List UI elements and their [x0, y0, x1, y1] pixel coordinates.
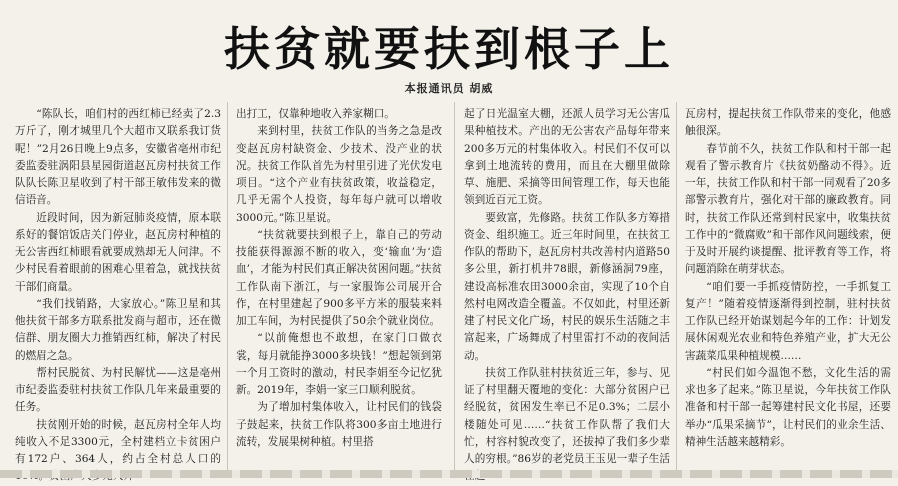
- column-divider: [676, 102, 677, 472]
- paragraph: “村民们如今温饱不愁，文化生活的需求也多了起来。”陈卫星说，今年扶贫工作队准备和村干部一起筹建村民文化书屋，还要举办“瓜果采摘节”，让村民们的业余生活、精神生活越来越精彩。: [685, 366, 891, 448]
- paragraph: 帮村民脱贫、为村民解忧——这是亳州市纪委监委驻村扶贫工作队几年来最重要的任务。: [15, 366, 221, 414]
- article-column-4: [685, 106, 891, 472]
- paragraph: 来到村里，扶贫工作队的当务之急是改变赵瓦房村缺资金、少技术、没产业的状况。扶贫工作队首先为村里引进了光伏发电项目。“这个产业有扶贫政策，收益稳定，几乎无需个人投资，每年每户就可以增收3000元。”陈卫星说。: [236, 125, 442, 224]
- paragraph: 出打工，仅靠种地收入养家糊口。: [236, 108, 395, 120]
- paragraph: 要致富，先修路。扶贫工作队多方筹措资金、组织施工。近三年时间里，在扶贫工作队的帮助下，赵瓦房村共改善村内道路50多公里，新打机井78眼，新修涵洞79座，建设高标准农田3000余亩，实现了10个自然村电网改造全覆盖。不仅如此，村里还新建了村民文化广场，村民的娱乐生活随之丰富起来，广场舞成了村里雷打不动的夜间活动。: [464, 211, 670, 362]
- article-column-2: [236, 106, 442, 472]
- paragraph: 扶贫工作队驻村扶贫近三年，参与、见证了村里翻天覆地的变化：大部分贫困户已经脱贫，贫困发生率已不足0.3%；二层小楼随处可见……“扶贫工作队帮了我们大忙，村容村貌改变了，还拔掉了我们多少辈人的穷根。”86岁的老党员王玉见一辈子生活: [464, 366, 670, 465]
- paragraph: 春节前不久，扶贫工作队和村干部一起观看了警示教育片《扶贫奶酪动不得》。近一年，扶贫工作队和村干部一同观看了20多部警示教育片，强化对干部的廉政教育。同时，扶贫工作队还常到村民家中，收集扶贫工作中的“微腐败”和干部作风问题线索，便于及时开展约谈提醒、批评教育等工作，将问题消除在萌芽状态。: [685, 142, 891, 276]
- column-divider: [454, 102, 455, 472]
- paragraph: 起了日光温室大棚，还派人员学习无公害瓜果种植技术。产出的无公害农产品每年带来200多万元的村集体收入。村民们不仅可以拿到土地流转的费用，而且在大棚里做除草、施肥、采摘等田间管理工作，每天也能领到近百元工资。: [464, 108, 670, 207]
- article-byline: 本报通讯员 胡威: [404, 82, 494, 95]
- paragraph: 为了增加村集体收入，让村民们的钱袋子鼓起来，扶贫工作队将300多亩土地进行流转，发展果树种植。村里搭: [236, 401, 442, 448]
- paragraph: 瓦房村，提起扶贫工作队带来的变化，他感触很深。: [685, 108, 891, 138]
- paragraph: “我们找销路，大家放心。”陈卫星和其他扶贫干部多方联系批发商与超市，还在微信群、朋友圈大力推销西红柿，解决了村民的燃眉之急。: [15, 297, 221, 362]
- article-column-1: [15, 106, 221, 472]
- article-headline: 扶贫就要扶到根子上: [224, 22, 674, 76]
- paragraph: “陈队长，咱们村的西红柿已经卖了2.3万斤了，刚才城里几个大超市又联系我订货呢！”2月26日晚上9点多，安徽省亳州市纪委监委驻涡阳县星园街道赵瓦房村扶贫工作队队长陈卫星收到了村干部王敏伟发来的微信语音。: [15, 108, 221, 207]
- article-column-3: [464, 106, 670, 472]
- paragraph: “以前俺想也不敢想，在家门口做衣裳，每月就能挣3000多块钱！”想起领到第一个月工资时的激动，村民李娟至今记忆犹新。2019年，李娟一家三口顺利脱贫。: [236, 332, 442, 396]
- paragraph: “咱们要一手抓疫情防控，一手抓复工复产！”随着疫情逐渐得到控制，驻村扶贫工作队已经开始谋划起今年的工作：计划发展休闲观光农业和特色养殖产业，扩大无公害蔬菜瓜果种植规模……: [685, 280, 891, 362]
- column-divider: [227, 102, 228, 472]
- cropped-text-strip: [0, 470, 898, 478]
- paragraph: “扶贫就要扶到根子上，靠自己的劳动技能获得源源不断的收入，变‘输血’为‘造血’，才能为村民们真正解决贫困问题。”扶贫工作队南下浙江，与一家服饰公司展开合作，在村里建起了900多平方米的服装来料加工车间，为村民提供了50余个就业岗位。: [236, 228, 442, 327]
- paragraph: 扶贫刚开始的时候，赵瓦房村全年人均纯收入不足3300元，全村建档立卡贫困户有172户、364人，约占全村总人口的: [15, 418, 221, 465]
- paragraph: 近段时间，因为新冠肺炎疫情，原本联系好的餐馆饭店关门停业，赵瓦房村种植的无公害西红柿眼看就要成熟却无人问津。不少村民看着眼前的困难心里着急，就找扶贫干部们商量。: [15, 211, 221, 293]
